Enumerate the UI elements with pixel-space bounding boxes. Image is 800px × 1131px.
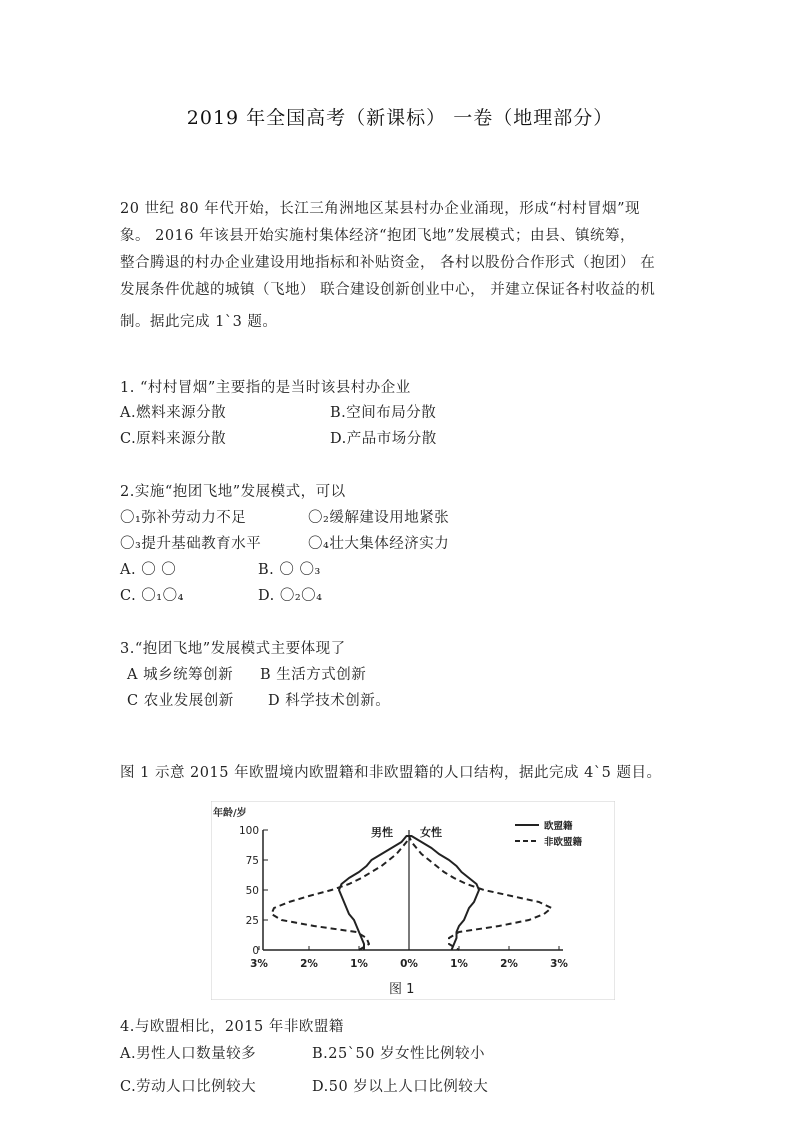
option-a: A.燃料来源分散 bbox=[120, 405, 227, 421]
x-tick-label: 3% bbox=[550, 958, 568, 970]
figure-caption: 图 1 bbox=[389, 982, 415, 997]
option-a: A.男性人口数量较多 bbox=[120, 1046, 257, 1062]
option-b: B. 〇 〇₃ bbox=[258, 562, 321, 578]
page-title: 2019 年全国高考（新课标） 一卷（地理部分） bbox=[186, 107, 614, 129]
x-tick-label: 2% bbox=[300, 958, 318, 970]
statement-3: 〇₃提升基础教育水平 bbox=[120, 536, 262, 552]
intro-line: 发展条件优越的城镇（飞地） 联合建设创新创业中心， 并建立保证各村收益的机 bbox=[120, 282, 656, 298]
intro-line: 制。据此完成 1`3 题。 bbox=[120, 314, 278, 330]
figure-intro: 图 1 示意 2015 年欧盟境内欧盟籍和非欧盟籍的人口结构，据此完成 4`5 题目。 bbox=[120, 765, 662, 781]
statement-2: 〇₂缓解建设用地紧张 bbox=[308, 510, 450, 526]
x-tick-label: 1% bbox=[350, 958, 368, 970]
x-tick-label: 1% bbox=[450, 958, 468, 970]
population-pyramid-chart bbox=[211, 801, 615, 1000]
question-stem: 1. “村村冒烟”主要指的是当时该县村办企业 bbox=[120, 380, 411, 396]
x-tick-label: 2% bbox=[500, 958, 518, 970]
option-d: D.产品市场分散 bbox=[330, 431, 437, 447]
option-b: B 生活方式创新 bbox=[260, 667, 367, 683]
option-c: C. 〇₁〇₄ bbox=[120, 588, 184, 604]
x-tick-label: 3% bbox=[250, 958, 268, 970]
y-tick-label: 25 bbox=[245, 915, 259, 927]
option-d: D.50 岁以上人口比例较大 bbox=[312, 1079, 489, 1095]
option-c: C 农业发展创新 bbox=[127, 693, 234, 709]
male-label: 男性 bbox=[371, 826, 393, 839]
intro-line: 象。 2016 年该县开始实施村集体经济“抱团飞地”发展模式；由县、镇统筹， bbox=[120, 228, 635, 244]
statement-1: 〇₁弥补劳动力不足 bbox=[120, 510, 247, 526]
option-b: B.空间布局分散 bbox=[330, 405, 437, 421]
legend-label: 非欧盟籍 bbox=[544, 837, 583, 848]
option-a: A 城乡统筹创新 bbox=[127, 667, 234, 683]
intro-line: 整合腾退的村办企业建设用地指标和补贴资金， 各村以股份合作形式（抱团） 在 bbox=[120, 255, 656, 271]
option-b: B.25`50 岁女性比例较小 bbox=[312, 1046, 486, 1062]
legend-label: 欧盟籍 bbox=[544, 821, 573, 832]
question-stem: 4.与欧盟相比，2015 年非欧盟籍 bbox=[120, 1019, 344, 1035]
option-d: D 科学技术创新。 bbox=[268, 693, 391, 709]
y-tick-label: 50 bbox=[245, 885, 259, 897]
y-tick-label: 75 bbox=[245, 855, 259, 867]
female-label: 女性 bbox=[420, 826, 442, 839]
question-stem: 3.“抱团飞地”发展模式主要体现了 bbox=[120, 641, 346, 657]
x-tick-label: 0% bbox=[400, 958, 418, 970]
y-tick-label: 100 bbox=[238, 825, 259, 837]
option-a: A. 〇 〇 bbox=[120, 562, 177, 578]
y-tick-label: 0 bbox=[252, 945, 259, 957]
intro-line: 20 世纪 80 年代开始，长江三角洲地区某县村办企业涌现，形成“村村冒烟”现 bbox=[120, 201, 641, 217]
option-c: C.劳动人口比例较大 bbox=[120, 1079, 257, 1095]
question-stem: 2.实施“抱团飞地”发展模式，可以 bbox=[120, 484, 346, 500]
statement-4: 〇₄壮大集体经济实力 bbox=[308, 536, 450, 552]
option-d: D. 〇₂〇₄ bbox=[258, 588, 323, 604]
option-c: C.原料来源分散 bbox=[120, 431, 227, 447]
y-axis-label: 年龄/岁 bbox=[213, 808, 247, 819]
population-pyramid-figure bbox=[211, 801, 615, 1000]
